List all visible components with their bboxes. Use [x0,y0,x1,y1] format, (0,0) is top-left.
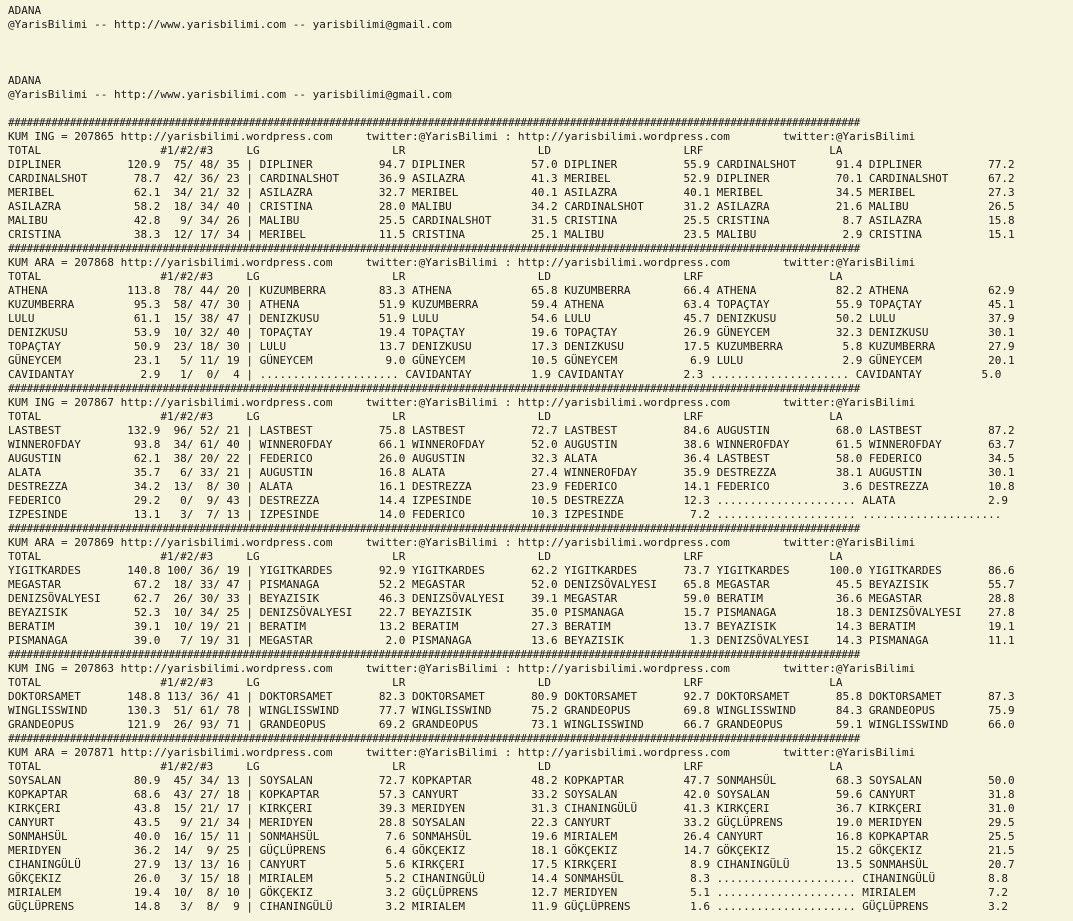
horse-row: DENIZKUSU 53.9 10/ 32/ 40 | TOPAÇTAY 19.4 TOPAÇTAY 19.6 TOPAÇTAY 26.9 GÜNEYCEM 32.3 DENIZKUSU 30.1 [8,326,1015,339]
column-headers: TOTAL #1/#2/#3 LG LR LD LRF LA [8,760,843,773]
horse-row: GRANDEOPUS 121.9 26/ 93/ 71 | GRANDEOPUS 69.2 GRANDEOPUS 73.1 WINGLISSWIND 66.7 GRANDEOPUS 59.1 WINGLISSWIND 66.0 [8,718,1015,731]
horse-row: DOKTORSAMET 148.8 113/ 36/ 41 | DOKTORSAMET 82.3 DOKTORSAMET 80.9 DOKTORSAMET 92.7 DOKTORSAMET 85.8 DOKTORSAMET 87.3 [8,690,1015,703]
horse-row: LASTBEST 132.9 96/ 52/ 21 | LASTBEST 75.8 LASTBEST 72.7 LASTBEST 84.6 AUGUSTIN 68.0 LASTBEST 87.2 [8,424,1015,437]
horse-row: GÖKÇEKIZ 26.0 3/ 15/ 18 | MIRIALEM 5.2 CIHANINGÜLÜ 14.4 SONMAHSÜL 8.3 ..................... CIHANINGÜLÜ 8.8 [8,872,1009,885]
horse-row: CRISTINA 38.3 12/ 17/ 34 | MERIBEL 11.5 CRISTINA 25.1 MALIBU 23.5 MALIBU 2.9 CRISTINA 15.1 [8,228,1015,241]
horse-row: DESTREZZA 34.2 13/ 8/ 30 | ALATA 16.1 DESTREZZA 23.9 FEDERICO 14.1 FEDERICO 3.6 DESTREZZA 10.8 [8,480,1015,493]
race-header: KUM ING = 207867 http://yarisbilimi.wordpress.com twitter:@YarisBilimi : http://yarisbilimi.wordpress.com twitter:@YarisBilimi [8,396,916,409]
horse-row: CAVIDANTAY 2.9 1/ 0/ 4 | ..................... CAVIDANTAY 1.9 CAVIDANTAY 2.3 ..................... CAVIDANTAY 5.0 [8,368,1002,381]
race-header: KUM ING = 207863 http://yarisbilimi.wordpress.com twitter:@YarisBilimi : http://yarisbilimi.wordpress.com twitter:@YarisBilimi [8,662,916,675]
horse-row: KUZUMBERRA 95.3 58/ 47/ 30 | ATHENA 51.9 KUZUMBERRA 59.4 ATHENA 63.4 TOPAÇTAY 55.9 TOPAÇTAY 45.1 [8,298,1015,311]
horse-row: CANYURT 43.5 9/ 21/ 34 | MERIDYEN 28.8 SOYSALAN 22.3 CANYURT 33.2 GÜÇLÜPRENS 19.0 MERIDYEN 29.5 [8,816,1015,829]
horse-row: CIHANINGÜLÜ 27.9 13/ 13/ 16 | CANYURT 5.6 KIRKÇERI 17.5 KIRKÇERI 8.9 CIHANINGÜLÜ 13.5 SONMAHSÜL 20.7 [8,858,1015,871]
section-separator: ########################################################################################################################################## [8,116,860,129]
horse-row: FEDERICO 29.2 0/ 9/ 43 | DESTREZZA 14.4 IZPESINDE 10.5 DESTREZZA 12.3 ..................... ALATA 2.9 [8,494,1009,507]
horse-row: KIRKÇERI 43.8 15/ 21/ 17 | KIRKÇERI 39.3 MERIDYEN 31.3 CIHANINGÜLÜ 41.3 KIRKÇERI 36.7 KIRKÇERI 31.0 [8,802,1015,815]
blank-line [8,32,1071,46]
section-separator: ########################################################################################################################################## [8,382,860,395]
blank-line [8,60,1071,74]
horse-row: ATHENA 113.8 78/ 44/ 20 | KUZUMBERRA 83.3 ATHENA 65.8 KUZUMBERRA 66.4 ATHENA 82.2 ATHENA 62.9 [8,284,1015,297]
horse-row: MEGASTAR 67.2 18/ 33/ 47 | PISMANAGA 52.2 MEGASTAR 52.0 DENIZSÖVALYESI 65.8 MEGASTAR 45.5 BEYAZISIK 55.7 [8,578,1015,591]
section-separator: ########################################################################################################################################## [8,522,860,535]
contact-line: @YarisBilimi -- http://www.yarisbilimi.com -- yarisbilimi@gmail.com [8,88,452,101]
column-headers: TOTAL #1/#2/#3 LG LR LD LRF LA [8,270,843,283]
horse-row: ALATA 35.7 6/ 33/ 21 | AUGUSTIN 16.8 ALATA 27.4 WINNEROFDAY 35.9 DESTREZZA 38.1 AUGUSTIN 30.1 [8,466,1015,479]
blank-line [8,46,1071,60]
horse-row: BEYAZISIK 52.3 10/ 34/ 25 | DENIZSÖVALYESI 22.7 BEYAZISIK 35.0 PISMANAGA 15.7 PISMANAGA 18.3 DENIZSÖVALYESI 27.8 [8,606,1015,619]
venue-title: ADANA [8,74,42,87]
horse-row: AUGUSTIN 62.1 38/ 20/ 22 | FEDERICO 26.0 AUGUSTIN 32.3 ALATA 36.4 LASTBEST 58.0 FEDERICO 34.5 [8,452,1015,465]
horse-row: YIGITKARDES 140.8 100/ 36/ 19 | YIGITKARDES 92.9 YIGITKARDES 62.2 YIGITKARDES 73.7 YIGITKARDES 100.0 YIGITKARDES 86.6 [8,564,1015,577]
race-header: KUM ARA = 207868 http://yarisbilimi.wordpress.com twitter:@YarisBilimi : http://yarisbilimi.wordpress.com twitter:@YarisBilimi [8,256,916,269]
race-header: KUM ARA = 207869 http://yarisbilimi.wordpress.com twitter:@YarisBilimi : http://yarisbilimi.wordpress.com twitter:@YarisBilimi [8,536,916,549]
horse-row: DENIZSÖVALYESI 62.7 26/ 30/ 33 | BEYAZISIK 46.3 DENIZSÖVALYESI 39.1 MEGASTAR 59.0 BERATIM 36.6 MEGASTAR 28.8 [8,592,1015,605]
horse-row: KOPKAPTAR 68.6 43/ 27/ 18 | KOPKAPTAR 57.3 CANYURT 33.2 SOYSALAN 42.0 SOYSALAN 59.6 CANYURT 31.8 [8,788,1015,801]
blank-line [8,102,1071,116]
horse-row: TOPAÇTAY 50.9 23/ 18/ 30 | LULU 13.7 DENIZKUSU 17.3 DENIZKUSU 17.5 KUZUMBERRA 5.8 KUZUMBERRA 27.9 [8,340,1015,353]
race-header: KUM ING = 207865 http://yarisbilimi.wordpress.com twitter:@YarisBilimi : http://yarisbilimi.wordpress.com twitter:@YarisBilimi [8,130,916,143]
horse-row: CARDINALSHOT 78.7 42/ 36/ 23 | CARDINALSHOT 36.9 ASILAZRA 41.3 MERIBEL 52.9 DIPLINER 70.1 CARDINALSHOT 67.2 [8,172,1015,185]
horse-row: GÜNEYCEM 23.1 5/ 11/ 19 | GÜNEYCEM 9.0 GÜNEYCEM 10.5 GÜNEYCEM 6.9 LULU 2.9 GÜNEYCEM 20.1 [8,354,1015,367]
horse-row: IZPESINDE 13.1 3/ 7/ 13 | IZPESINDE 14.0 FEDERICO 10.3 IZPESINDE 7.2 ..................... ..................... [8,508,1002,521]
horse-row: WINNEROFDAY 93.8 34/ 61/ 40 | WINNEROFDAY 66.1 WINNEROFDAY 52.0 AUGUSTIN 38.6 WINNEROFDAY 61.5 WINNEROFDAY 63.7 [8,438,1015,451]
race-header: KUM ARA = 207871 http://yarisbilimi.wordpress.com twitter:@YarisBilimi : http://yarisbilimi.wordpress.com twitter:@YarisBilimi [8,746,916,759]
venue-title: ADANA [8,4,42,17]
column-headers: TOTAL #1/#2/#3 LG LR LD LRF LA [8,676,843,689]
column-headers: TOTAL #1/#2/#3 LG LR LD LRF LA [8,144,843,157]
race-report-document [8,4,1071,914]
horse-row: SOYSALAN 80.9 45/ 34/ 13 | SOYSALAN 72.7 KOPKAPTAR 48.2 KOPKAPTAR 47.7 SONMAHSÜL 68.3 SOYSALAN 50.0 [8,774,1015,787]
horse-row: SONMAHSÜL 40.0 16/ 15/ 11 | SONMAHSÜL 7.6 SONMAHSÜL 19.6 MIRIALEM 26.4 CANYURT 16.8 KOPKAPTAR 25.5 [8,830,1015,843]
horse-row: WINGLISSWIND 130.3 51/ 61/ 78 | WINGLISSWIND 77.7 WINGLISSWIND 75.2 GRANDEOPUS 69.8 WINGLISSWIND 84.3 GRANDEOPUS 75.9 [8,704,1015,717]
section-separator: ########################################################################################################################################## [8,242,860,255]
horse-row: DIPLINER 120.9 75/ 48/ 35 | DIPLINER 94.7 DIPLINER 57.0 DIPLINER 55.9 CARDINALSHOT 91.4 DIPLINER 77.2 [8,158,1015,171]
horse-row: ASILAZRA 58.2 18/ 34/ 40 | CRISTINA 28.0 MALIBU 34.2 CARDINALSHOT 31.2 ASILAZRA 21.6 MALIBU 26.5 [8,200,1015,213]
contact-line: @YarisBilimi -- http://www.yarisbilimi.com -- yarisbilimi@gmail.com [8,18,452,31]
horse-row: MALIBU 42.8 9/ 34/ 26 | MALIBU 25.5 CARDINALSHOT 31.5 CRISTINA 25.5 CRISTINA 8.7 ASILAZRA 15.8 [8,214,1015,227]
horse-row: LULU 61.1 15/ 38/ 47 | DENIZKUSU 51.9 LULU 54.6 LULU 45.7 DENIZKUSU 50.2 LULU 37.9 [8,312,1015,325]
section-separator: ########################################################################################################################################## [8,732,860,745]
horse-row: MERIBEL 62.1 34/ 21/ 32 | ASILAZRA 32.7 MERIBEL 40.1 ASILAZRA 40.1 MERIBEL 34.5 MERIBEL 27.3 [8,186,1015,199]
horse-row: MERIDYEN 36.2 14/ 9/ 25 | GÜÇLÜPRENS 6.4 GÖKÇEKIZ 18.1 GÖKÇEKIZ 14.7 GÖKÇEKIZ 15.2 GÖKÇEKIZ 21.5 [8,844,1015,857]
horse-row: BERATIM 39.1 10/ 19/ 21 | BERATIM 13.2 BERATIM 27.3 BERATIM 13.7 BEYAZISIK 14.3 BERATIM 19.1 [8,620,1015,633]
horse-row: MIRIALEM 19.4 10/ 8/ 10 | GÖKÇEKIZ 3.2 GÜÇLÜPRENS 12.7 MERIDYEN 5.1 ..................... MIRIALEM 7.2 [8,886,1009,899]
horse-row: PISMANAGA 39.0 7/ 19/ 31 | MEGASTAR 2.0 PISMANAGA 13.6 BEYAZISIK 1.3 DENIZSÖVALYESI 14.3 PISMANAGA 11.1 [8,634,1015,647]
horse-row: GÜÇLÜPRENS 14.8 3/ 8/ 9 | CIHANINGÜLÜ 3.2 MIRIALEM 11.9 GÜÇLÜPRENS 1.6 ..................... GÜÇLÜPRENS 3.2 [8,900,1009,913]
column-headers: TOTAL #1/#2/#3 LG LR LD LRF LA [8,550,843,563]
section-separator: ########################################################################################################################################## [8,648,860,661]
column-headers: TOTAL #1/#2/#3 LG LR LD LRF LA [8,410,843,423]
